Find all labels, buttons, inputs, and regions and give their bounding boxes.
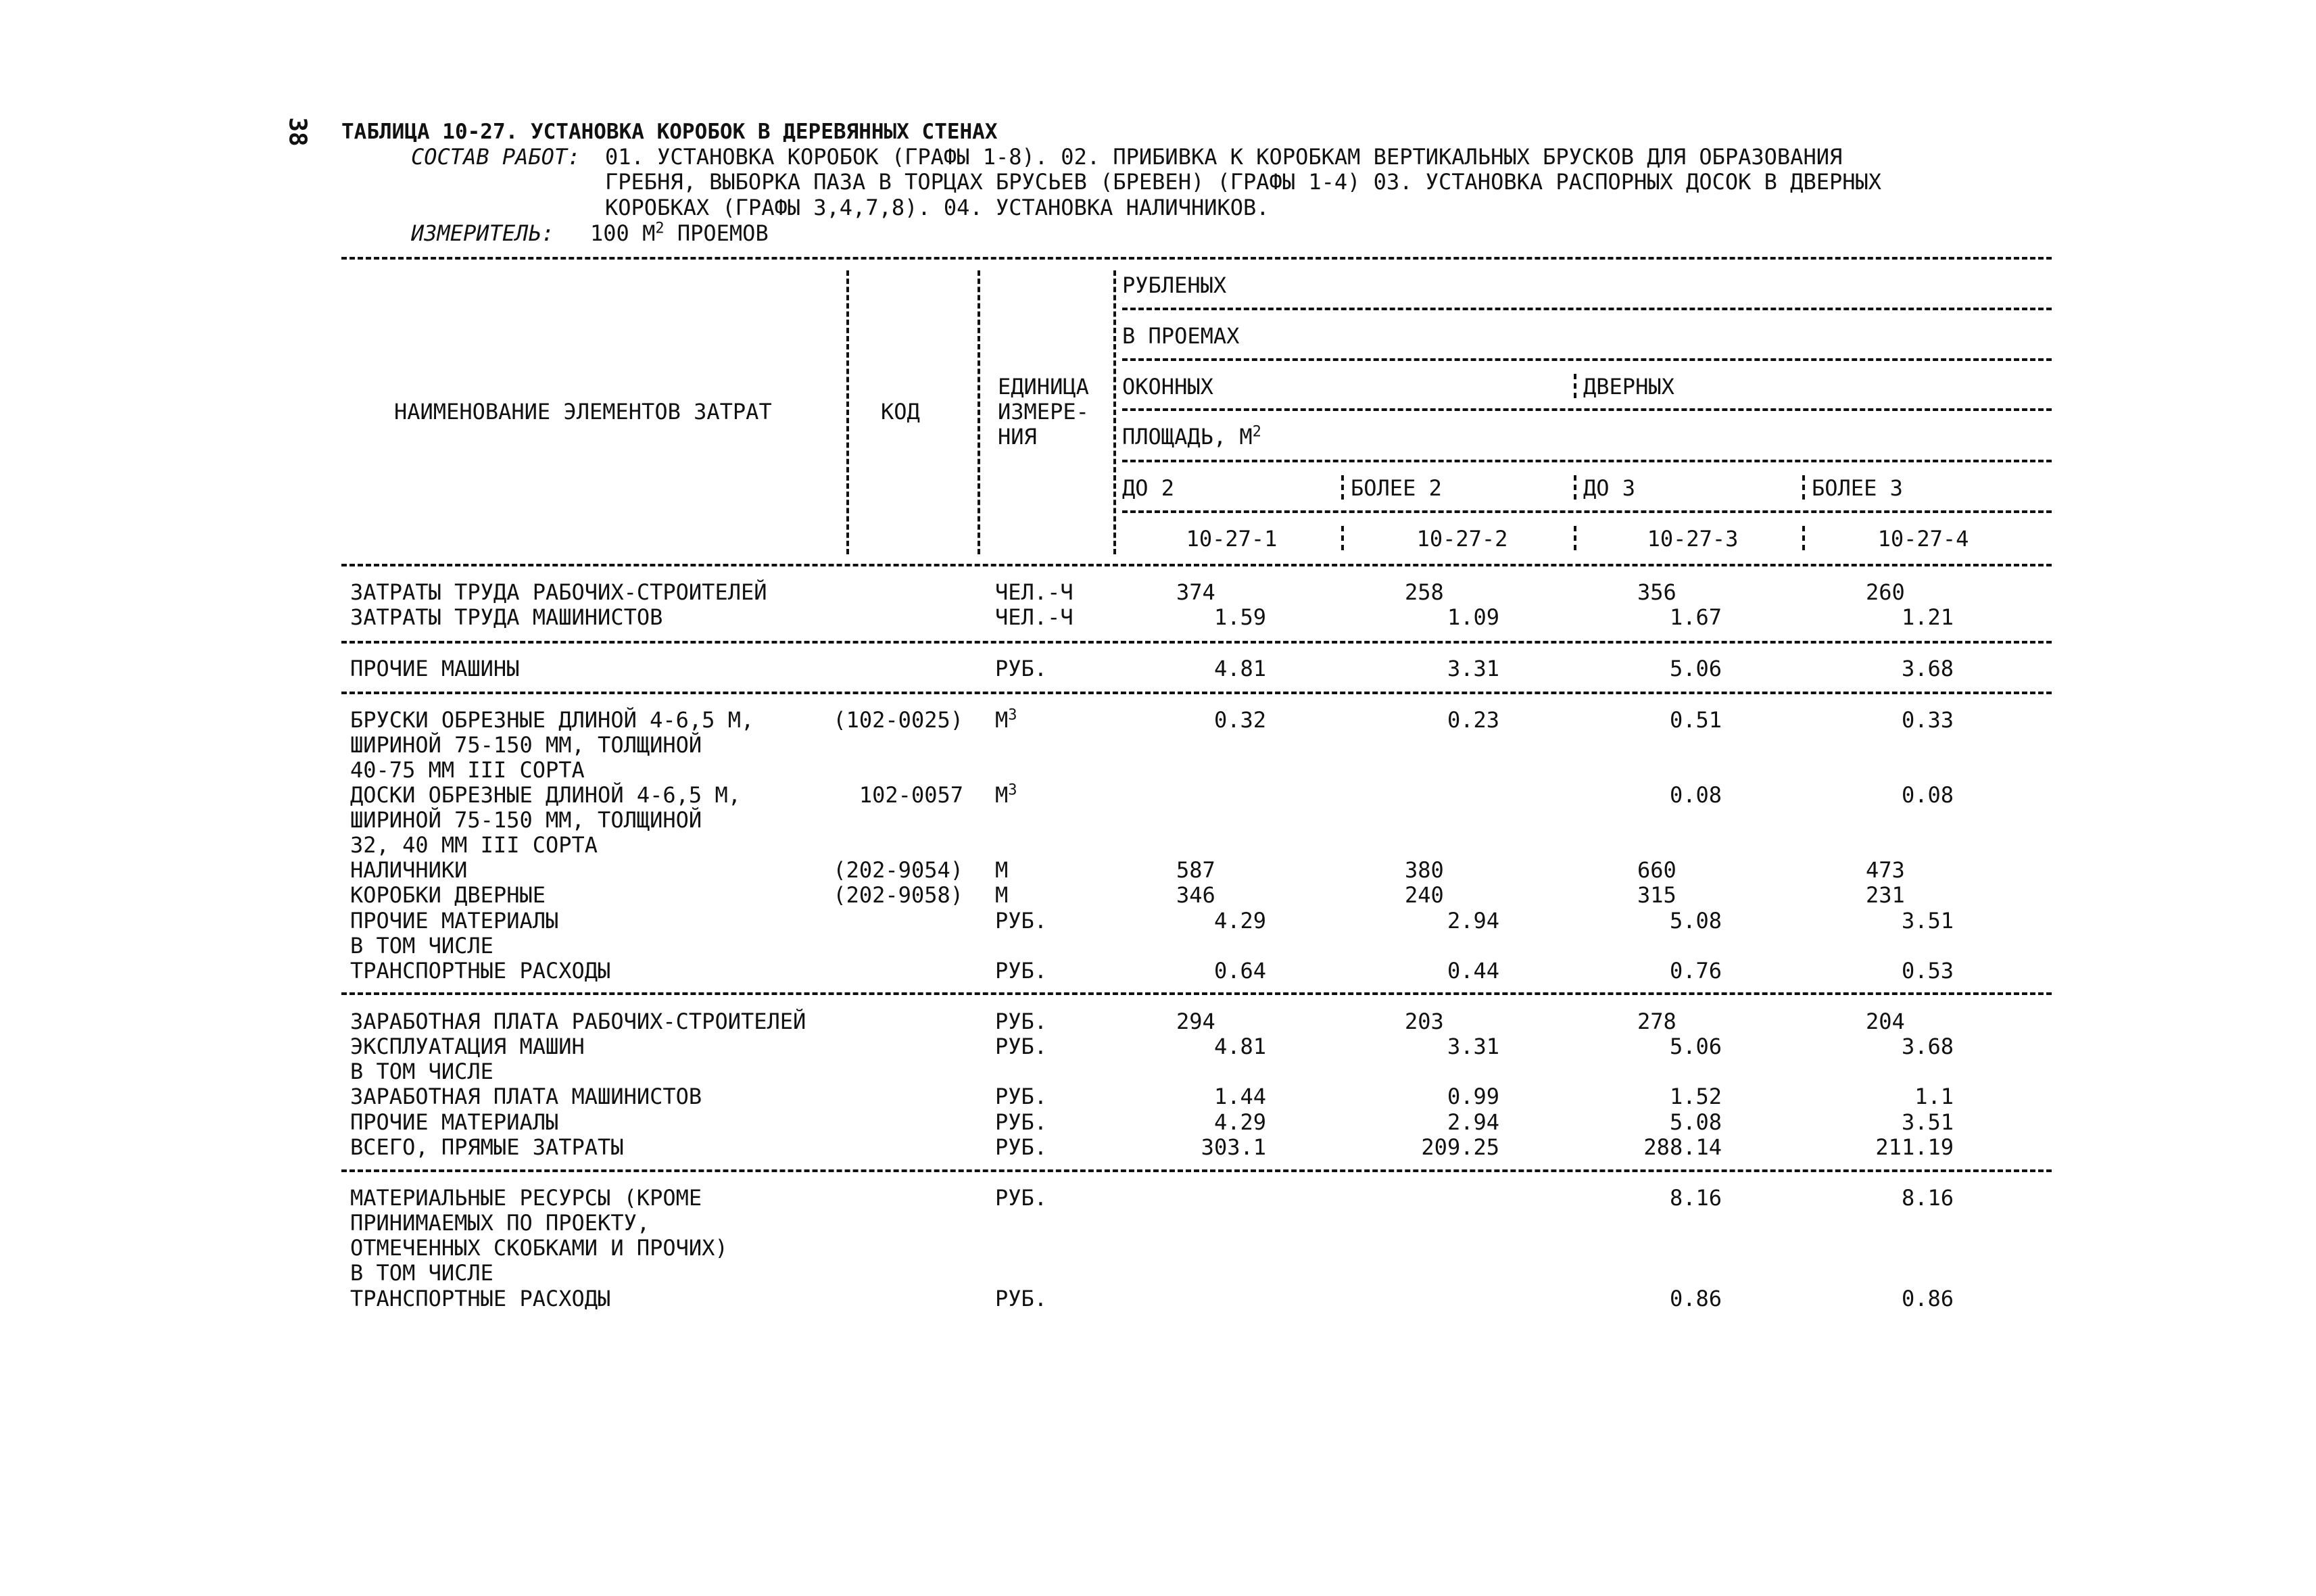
row-value-2: 209.25 [1421,1134,1499,1160]
header-size-1: ДО 2 [1122,475,1175,501]
row-name: ОТМЕЧЕННЫХ СКОБКАМИ И ПРОЧИХ) [350,1235,728,1261]
row-value-4: 0.86 [1901,1286,1954,1311]
row-value-4: 0.53 [1901,958,1954,984]
row-value-2: 3.31 [1447,1034,1499,1059]
row-value-3: 1.67 [1669,604,1722,630]
row-value-3: 315 [1637,882,1676,908]
header-okon: ОКОННЫХ [1122,374,1213,400]
meter-label: ИЗМЕРИТЕЛЬ: [411,220,554,246]
header-proem: В ПРОЕМАХ [1122,323,1240,349]
row-value-4: 0.33 [1901,707,1954,733]
row-code: (202-9054) [833,857,963,883]
row-code: (202-9058) [833,882,963,908]
row-name: МАТЕРИАЛЬНЫЕ РЕСУРСЫ (КРОМЕ [350,1185,702,1211]
row-unit: РУБ. [995,1009,1048,1034]
row-value-4: 3.68 [1901,1034,1954,1059]
row-name: ТРАНСПОРТНЫЕ РАСХОДЫ [350,1286,611,1311]
row-value-2: 258 [1405,579,1444,605]
row-value-4: 211.19 [1875,1134,1954,1160]
row-name: ПРОЧИЕ МАТЕРИАЛЫ [350,908,559,934]
row-name: ЗАРАБОТНАЯ ПЛАТА МАШИНИСТОВ [350,1084,702,1109]
row-unit: РУБ. [995,908,1048,934]
row-value-2: 240 [1405,882,1444,908]
row-value-3: 5.08 [1669,908,1722,934]
row-name: ТРАНСПОРТНЫЕ РАСХОДЫ [350,958,611,984]
row-name: В ТОМ ЧИСЛЕ [350,1059,493,1084]
page-number: 38 [283,117,312,147]
row-value-3: 8.16 [1669,1185,1722,1211]
header-unit-line-1: ЕДИНИЦА [998,374,1089,400]
header-rule-2 [1122,358,2052,361]
row-value-1: 1.59 [1213,604,1266,630]
row-unit: ЧЕЛ.-Ч [995,579,1073,605]
code-col-divider [846,270,849,554]
row-value-4: 1.21 [1901,604,1954,630]
row-unit: РУБ. [995,1134,1048,1160]
header-code-4: 10-27-4 [1877,526,1969,552]
size-divider-3 [1802,475,1805,500]
header-rubl: РУБЛЕНЫХ [1122,272,1227,298]
row-name: 32, 40 ММ III СОРТА [350,832,598,858]
row-value-4: 204 [1866,1009,1905,1034]
size-divider-1 [1341,475,1344,500]
data-col-divider [1113,270,1116,554]
row-value-3: 0.51 [1669,707,1722,733]
row-name: ШИРИНОЙ 75-150 ММ, ТОЛЩИНОЙ [350,732,702,758]
header-code-col: КОД [881,399,920,425]
row-code: (102-0025) [833,707,963,733]
header-code-3: 10-27-3 [1647,526,1739,552]
row-value-1: 294 [1176,1009,1215,1034]
row-value-4: 0.08 [1901,782,1954,808]
row-value-4: 260 [1866,579,1905,605]
row-name: ПРОЧИЕ МАТЕРИАЛЫ [350,1109,559,1135]
row-name: ЗАРАБОТНАЯ ПЛАТА РАБОЧИХ-СТРОИТЕЛЕЙ [350,1009,806,1034]
row-value-2: 0.99 [1447,1084,1499,1109]
row-name: НАЛИЧНИКИ [350,857,468,883]
row-unit: ЧЕЛ.-Ч [995,604,1073,630]
row-value-1: 374 [1176,579,1215,605]
header-rule-4 [1122,460,2052,462]
row-unit: РУБ. [995,1185,1048,1211]
row-name: 40-75 ММ III СОРТА [350,757,585,783]
row-value-3: 1.52 [1669,1084,1722,1109]
header-unit-line-3: НИЯ [998,424,1037,450]
row-unit: М [995,857,1009,883]
row-value-3: 660 [1637,857,1676,883]
row-unit: РУБ. [995,1109,1048,1135]
row-value-3: 0.86 [1669,1286,1722,1311]
row-name: ЭКСПЛУАТАЦИЯ МАШИН [350,1034,585,1059]
row-value-2: 380 [1405,857,1444,883]
row-value-3: 5.08 [1669,1109,1722,1135]
row-value-3: 0.08 [1669,782,1722,808]
row-name: В ТОМ ЧИСЛЕ [350,933,493,959]
row-name: ШИРИНОЙ 75-150 ММ, ТОЛЩИНОЙ [350,807,702,833]
row-value-4: 3.51 [1901,1109,1954,1135]
row-value-4: 473 [1866,857,1905,883]
row-unit: РУБ. [995,1034,1048,1059]
row-unit: РУБ. [995,958,1048,984]
section-rule-4 [341,1169,2052,1172]
row-value-2: 2.94 [1447,908,1499,934]
row-value-3: 356 [1637,579,1676,605]
header-dver-divider [1574,374,1576,398]
header-unit-line-2: ИЗМЕРЕ- [998,399,1089,425]
header-name-col: НАИМЕНОВАНИЕ ЭЛЕМЕНТОВ ЗАТРАТ [394,399,772,425]
row-value-3: 0.76 [1669,958,1722,984]
row-name: КОРОБКИ ДВЕРНЫЕ [350,882,546,908]
unit-col-divider [978,270,980,554]
row-value-1: 1.44 [1213,1084,1266,1109]
row-value-3: 288.14 [1643,1134,1722,1160]
row-name: ПРИНИМАЕМЫХ ПО ПРОЕКТУ, [350,1210,650,1236]
row-value-4: 231 [1866,882,1905,908]
row-value-2: 203 [1405,1009,1444,1034]
row-value-4: 1.1 [1914,1084,1954,1109]
header-code-1: 10-27-1 [1186,526,1278,552]
row-unit: $М^3$ [995,781,1017,808]
row-value-1: 4.29 [1213,908,1266,934]
header-dver: ДВЕРНЫХ [1583,374,1674,400]
row-value-1: 0.64 [1213,958,1266,984]
row-value-1: 4.81 [1213,656,1266,681]
row-value-4: 3.51 [1901,908,1954,934]
row-unit: $М^3$ [995,706,1017,733]
row-unit: РУБ. [995,656,1048,681]
row-value-4: 8.16 [1901,1185,1954,1211]
row-value-4: 3.68 [1901,656,1954,681]
table-title: ТАБЛИЦА 10-27. УСТАНОВКА КОРОБОК В ДЕРЕВЯННЫХ СТЕНАХ [341,120,998,144]
work-composition-line-2: ГРЕБНЯ, ВЫБОРКА ПАЗА В ТОРЦАХ БРУСЬЕВ (БРЕВЕН) (ГРАФЫ 1-4) 03. УСТАНОВКА РАСПОРНЫХ ДОСОК В ДВЕРНЫХ [605,169,1882,195]
row-name: ПРОЧИЕ МАШИНЫ [350,656,520,681]
row-value-2: 3.31 [1447,656,1499,681]
code-divider-1 [1341,526,1344,550]
header-code-2: 10-27-2 [1416,526,1508,552]
row-name: ВСЕГО, ПРЯМЫЕ ЗАТРАТЫ [350,1134,624,1160]
row-name: ЗАТРАТЫ ТРУДА РАБОЧИХ-СТРОИТЕЛЕЙ [350,579,767,605]
row-value-2: 0.23 [1447,707,1499,733]
row-value-2: 0.44 [1447,958,1499,984]
row-name: ЗАТРАТЫ ТРУДА МАШИНИСТОВ [350,604,663,630]
row-value-1: 0.32 [1213,707,1266,733]
work-composition-line-3: КОРОБКАХ (ГРАФЫ 3,4,7,8). 04. УСТАНОВКА НАЛИЧНИКОВ. [605,195,1270,220]
row-value-2: 1.09 [1447,604,1499,630]
row-value-1: 346 [1176,882,1215,908]
header-rule-5 [1122,510,2052,513]
row-name: БРУСКИ ОБРЕЗНЫЕ ДЛИНОЙ 4-6,5 М, [350,707,754,733]
section-rule-1 [341,641,2052,644]
header-rule-1 [1122,308,2052,310]
code-divider-2 [1574,526,1576,550]
row-unit: М [995,882,1009,908]
row-value-3: 5.06 [1669,1034,1722,1059]
row-name: В ТОМ ЧИСЛЕ [350,1260,493,1286]
section-rule-3 [341,992,2052,995]
row-value-1: 587 [1176,857,1215,883]
code-divider-3 [1802,526,1805,550]
row-code: 102-0057 [859,782,963,808]
header-size-4: БОЛЕЕ 3 [1812,475,1903,501]
size-divider-2 [1574,475,1576,500]
header-rule-3 [1122,408,2052,411]
header-size-3: ДО 3 [1583,475,1636,501]
header-area: ПЛОЩАДЬ, $М^2$ [1122,423,1261,450]
row-value-1: 4.29 [1213,1109,1266,1135]
table-top-rule [341,257,2052,260]
row-value-3: 278 [1637,1009,1676,1034]
meter-value: 100 $М^2$ ПРОЕМОВ [590,220,769,246]
row-unit: РУБ. [995,1286,1048,1311]
row-value-1: 4.81 [1213,1034,1266,1059]
row-value-2: 2.94 [1447,1109,1499,1135]
row-unit: РУБ. [995,1084,1048,1109]
row-value-3: 5.06 [1669,656,1722,681]
header-bottom-rule [341,564,2052,566]
work-composition-line-1: 01. УСТАНОВКА КОРОБОК (ГРАФЫ 1-8). 02. ПРИБИВКА К КОРОБКАМ ВЕРТИКАЛЬНЫХ БРУСКОВ ДЛЯ ОБРАЗОВАНИЯ [605,144,1843,170]
work-composition-label: СОСТАВ РАБОТ: [411,144,581,170]
row-value-1: 303.1 [1201,1134,1266,1160]
section-rule-2 [341,692,2052,694]
header-size-2: БОЛЕЕ 2 [1351,475,1442,501]
row-name: ДОСКИ ОБРЕЗНЫЕ ДЛИНОЙ 4-6,5 М, [350,782,741,808]
